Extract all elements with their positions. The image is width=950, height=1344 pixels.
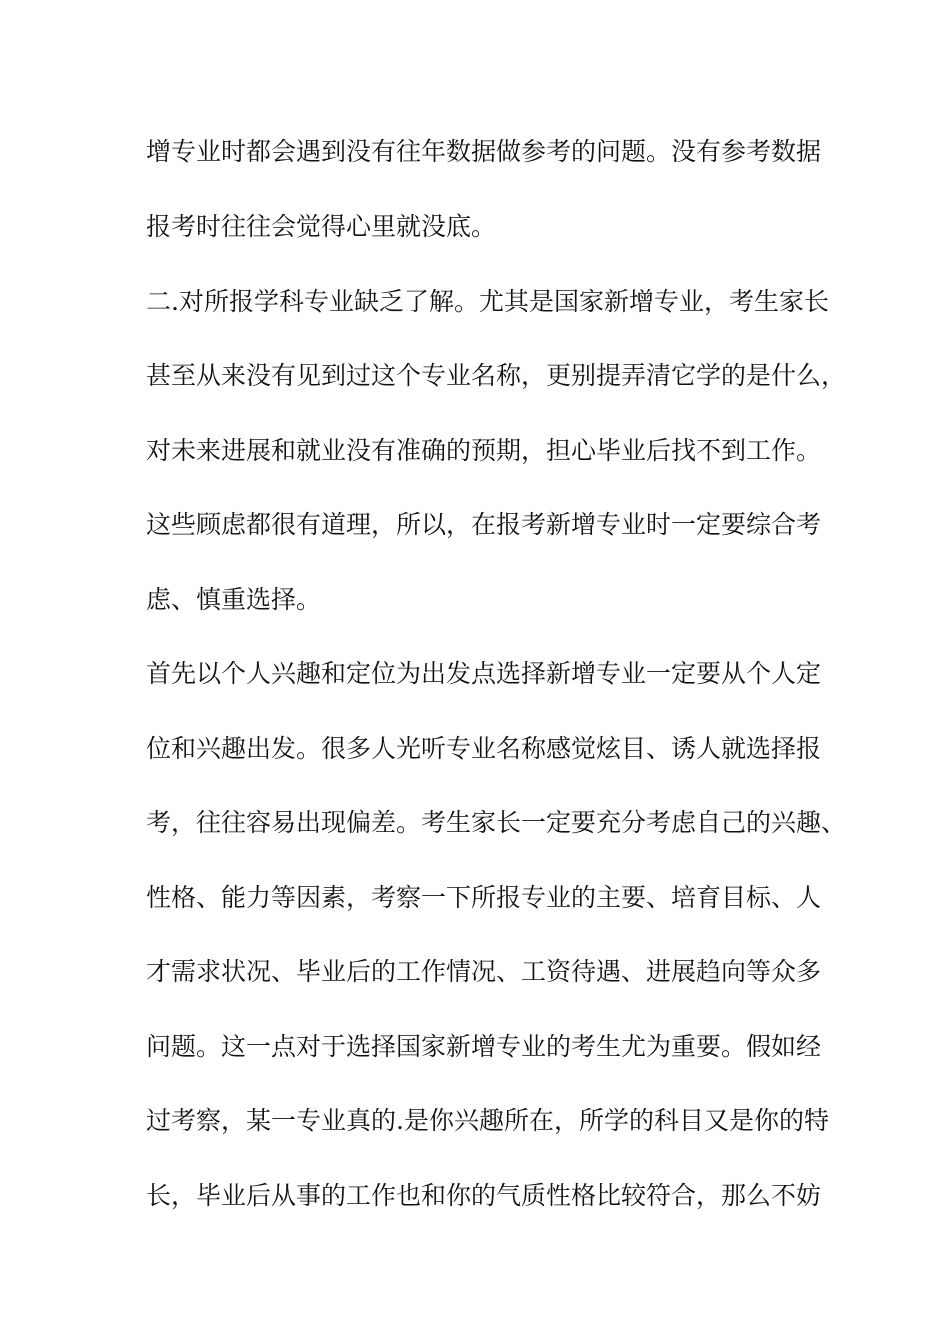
- text-line: 过考察，某一专业真的.是你兴趣所在，所学的科目又是你的特: [146, 1106, 829, 1135]
- text-line: 增专业时都会遇到没有往年数据做参考的问题。没有参考数据: [146, 137, 822, 166]
- text-line: 虑、慎重选择。: [146, 585, 322, 614]
- text-line: 考，往往容易出现偏差。考生家长一定要充分考虑自己的兴趣、: [146, 808, 847, 837]
- text-line: 甚至从来没有见到过这个专业名称，更别提弄清它学的是什么，: [146, 361, 847, 390]
- text-line: 对未来进展和就业没有准确的预期，担心毕业后找不到工作。: [146, 436, 822, 465]
- text-line: 位和兴趣出发。很多人光听专业名称感觉炫目、诱人就选择报: [146, 734, 822, 763]
- text-line: 这些顾虑都很有道理，所以，在报考新增专业时一定要综合考: [146, 510, 822, 539]
- text-line: 问题。这一点对于选择国家新增专业的考生尤为重要。假如经: [146, 1032, 822, 1061]
- text-line: 长，毕业后从事的工作也和你的气质性格比较符合，那么不妨: [146, 1181, 822, 1210]
- text-line: 报考时往往会觉得心里就没底。: [146, 212, 497, 241]
- text-line: 才需求状况、毕业后的工作情况、工资待遇、进展趋向等众多: [146, 957, 822, 986]
- text-line: 首先以个人兴趣和定位为出发点选择新增专业一定要从个人定: [146, 659, 822, 688]
- text-line: 二.对所报学科专业缺乏了解。尤其是国家新增专业，考生家长: [146, 287, 829, 316]
- text-line: 性格、能力等因素，考察一下所报专业的主要、培育目标、人: [146, 883, 822, 912]
